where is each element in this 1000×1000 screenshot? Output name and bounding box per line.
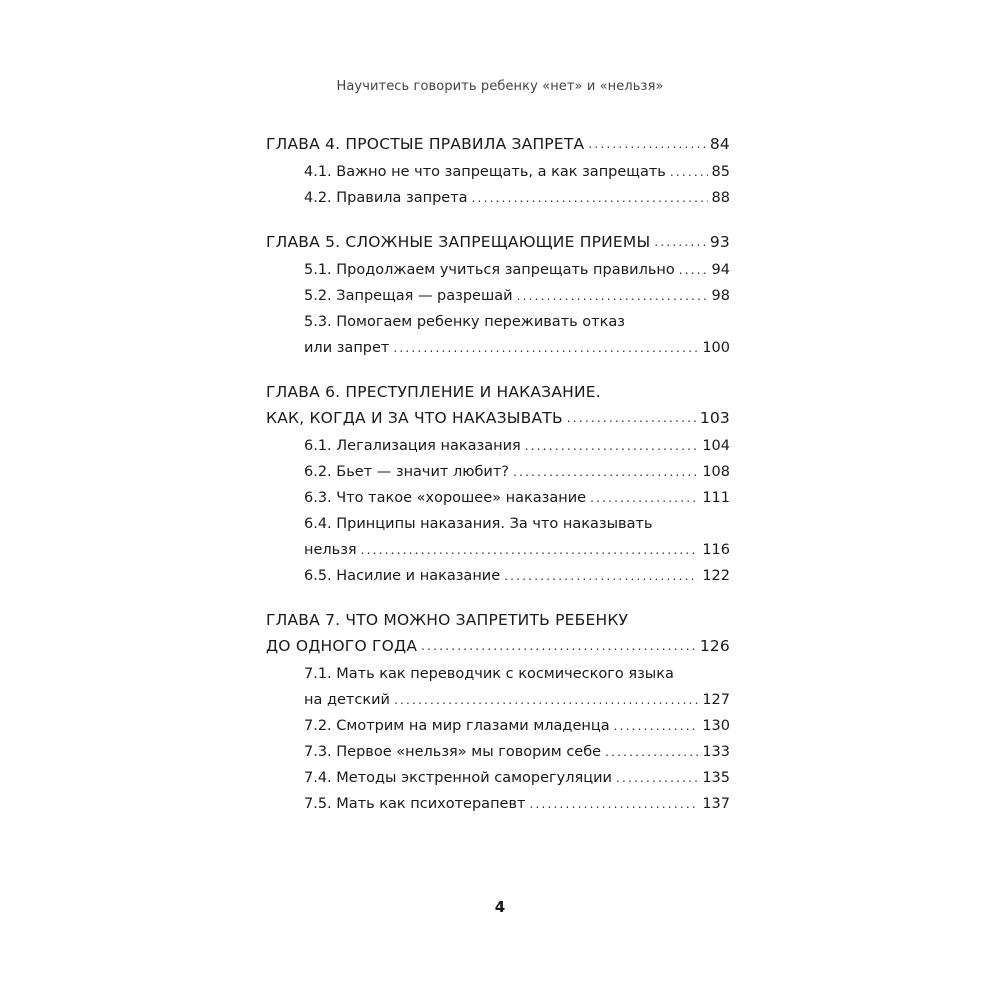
section-title-line-2: нельзя — [304, 542, 357, 558]
section-title-line-2: на детский — [304, 692, 390, 708]
section-title: 4.1. Важно не что запрещать, а как запрещать — [304, 164, 666, 180]
section-title-line-2: или запрет — [304, 340, 390, 356]
section-7-1[interactable] — [266, 661, 730, 713]
chapter-title-line-1: ГЛАВА 6. ПРЕСТУПЛЕНИЕ И НАКАЗАНИЕ. — [266, 383, 601, 401]
page-folio: 4 — [494, 898, 506, 916]
chapter-4-heading[interactable] — [266, 131, 730, 157]
section-5-3[interactable] — [266, 309, 730, 361]
chapter-7-heading[interactable] — [266, 607, 730, 659]
section-title: 7.4. Методы экстренной саморегуляции — [304, 770, 612, 786]
chapter-title-line-2: ДО ОДНОГО ГОДА — [266, 637, 418, 655]
page-number: 111 — [702, 490, 730, 506]
page-number: 100 — [702, 340, 730, 356]
dot-leader — [588, 131, 706, 157]
dot-leader — [590, 485, 698, 511]
section-title-line-1: 6.4. Принципы наказания. За что наказывать — [304, 516, 653, 532]
section-title: 5.2. Запрещая — разрешай — [304, 288, 513, 304]
section-title: 4.2. Правила запрета — [304, 190, 468, 206]
chapter-6-sections — [266, 433, 730, 589]
dot-leader — [361, 537, 699, 563]
dot-leader — [679, 257, 708, 283]
chapter-title-line-2: КАК, КОГДА И ЗА ЧТО НАКАЗЫВАТЬ — [266, 409, 563, 427]
table-of-contents — [266, 131, 730, 835]
section-6-2[interactable] — [266, 459, 730, 485]
section-5-2[interactable] — [266, 283, 730, 309]
page-number: 98 — [711, 288, 730, 304]
page-number: 122 — [702, 568, 730, 584]
page-number: 93 — [709, 233, 730, 251]
page-number: 135 — [702, 770, 730, 786]
dot-leader — [513, 459, 698, 485]
page-number: 108 — [702, 464, 730, 480]
chapter-title-line-1: ГЛАВА 7. ЧТО МОЖНО ЗАПРЕТИТЬ РЕБЕНКУ — [266, 611, 629, 629]
dot-leader — [614, 713, 699, 739]
section-title: 7.3. Первое «нельзя» мы говорим себе — [304, 744, 602, 760]
dot-leader — [525, 433, 699, 459]
dot-leader — [472, 185, 708, 211]
page-number: 126 — [699, 637, 730, 655]
section-title: 6.2. Бьет — значит любит? — [304, 464, 509, 480]
section-6-3[interactable] — [266, 485, 730, 511]
chapter-4 — [266, 131, 730, 211]
chapter-4-sections — [266, 159, 730, 211]
section-6-1[interactable] — [266, 433, 730, 459]
dot-leader — [393, 335, 698, 361]
section-6-5[interactable] — [266, 563, 730, 589]
page-number: 85 — [711, 164, 730, 180]
running-head: Научитесь говорить ребенку «нет» и «нельзя» — [336, 79, 664, 94]
page-number: 88 — [711, 190, 730, 206]
section-4-2[interactable] — [266, 185, 730, 211]
page-number: 116 — [702, 542, 730, 558]
dot-leader — [421, 633, 696, 659]
chapter-5 — [266, 229, 730, 361]
dot-leader — [529, 791, 698, 817]
section-title-line-1: 7.1. Мать как переводчик с космического языка — [304, 666, 674, 682]
page-number: 133 — [702, 744, 730, 760]
section-5-1[interactable] — [266, 257, 730, 283]
page-number: 130 — [702, 718, 730, 734]
chapter-6 — [266, 379, 730, 589]
dot-leader — [605, 739, 698, 765]
section-title: 7.2. Смотрим на мир глазами младенца — [304, 718, 610, 734]
section-7-2[interactable] — [266, 713, 730, 739]
section-title: 6.1. Легализация наказания — [304, 438, 521, 454]
chapter-5-sections — [266, 257, 730, 361]
section-4-1[interactable] — [266, 159, 730, 185]
dot-leader — [504, 563, 698, 589]
page-number: 137 — [702, 796, 730, 812]
page-number: 104 — [702, 438, 730, 454]
chapter-title: ГЛАВА 4. ПРОСТЫЕ ПРАВИЛА ЗАПРЕТА — [266, 135, 585, 153]
chapter-6-heading[interactable] — [266, 379, 730, 431]
page-number: 94 — [711, 262, 730, 278]
page-number: 84 — [709, 135, 730, 153]
dot-leader — [654, 229, 706, 255]
page-number: 127 — [702, 692, 730, 708]
dot-leader — [616, 765, 698, 791]
section-7-4[interactable] — [266, 765, 730, 791]
section-7-5[interactable] — [266, 791, 730, 817]
chapter-7-sections — [266, 661, 730, 817]
dot-leader — [670, 159, 708, 185]
section-title: 6.3. Что такое «хорошее» наказание — [304, 490, 587, 506]
chapter-title: ГЛАВА 5. СЛОЖНЫЕ ЗАПРЕЩАЮЩИЕ ПРИЕМЫ — [266, 233, 651, 251]
section-title: 6.5. Насилие и наказание — [304, 568, 501, 584]
page-number: 103 — [699, 409, 730, 427]
section-7-3[interactable] — [266, 739, 730, 765]
dot-leader — [394, 687, 698, 713]
chapter-7 — [266, 607, 730, 817]
section-title: 5.1. Продолжаем учиться запрещать правильно — [304, 262, 675, 278]
dot-leader — [517, 283, 708, 309]
section-title: 7.5. Мать как психотерапевт — [304, 796, 526, 812]
dot-leader — [567, 405, 696, 431]
section-title-line-1: 5.3. Помогаем ребенку переживать отказ — [304, 314, 625, 330]
chapter-5-heading[interactable] — [266, 229, 730, 255]
section-6-4[interactable] — [266, 511, 730, 563]
